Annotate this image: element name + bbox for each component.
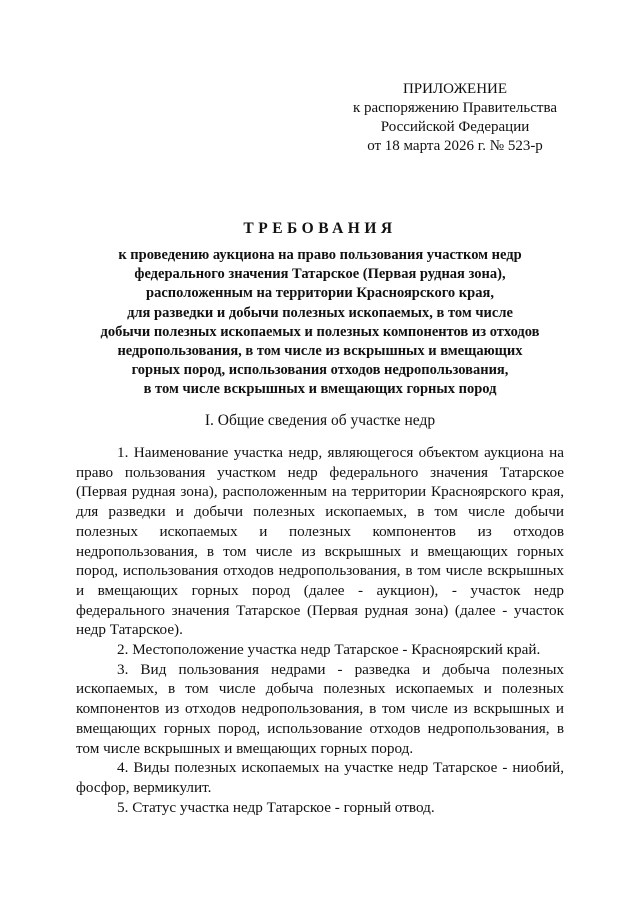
appendix-line: к распоряжению Правительства	[352, 100, 557, 116]
appendix-header	[330, 80, 580, 156]
paragraph-2: 2. Местоположение участка недр Татарское - Красноярский край.	[117, 641, 541, 659]
subject-line: горных пород, использования отходов недропользования,	[131, 362, 509, 379]
appendix-title: ПРИЛОЖЕНИЕ	[402, 81, 508, 97]
appendix-line: от 18 марта 2026 г. № 523-р	[367, 138, 543, 154]
paragraph-3: 3. Вид пользования недрами - разведка и добыча полезных ископаемых, в том числе добыча полезных ископаемых и полезных компонентов из отходов недропользования, в том числе из вскрышных и вмещающих горных пород, использование отходов недропользования, в том числе вскрышных и вмещающих горных пород.	[76, 660, 564, 757]
paragraph-5: 5. Статус участка недр Татарское - горный отвод.	[117, 798, 435, 816]
requirements-title: ТРЕБОВАНИЯ	[243, 220, 397, 237]
subject-line: расположенным на территории Красноярского края,	[146, 285, 494, 302]
subject-line: к проведению аукциона на право пользования участком недр	[118, 247, 522, 263]
section-heading: I. Общие сведения об участке недр	[204, 412, 436, 429]
subject-line: для разведки и добычи полезных ископаемых, в том числе	[127, 304, 513, 321]
paragraph-4: 4. Виды полезных ископаемых на участке недр Татарское - ниобий, фосфор, вермикулит.	[76, 759, 564, 796]
paragraph-1: 1. Наименование участка недр, являющегося объектом аукциона на право пользования участком недр федерального значения Татарское (Первая рудная зона), расположенным на территории Красноярского края, для разведки и добычи полезных ископаемых, в том числе добычи полезных ископаемых и полезных компонентов из отходов недропользования, в том числе из вскрышных и вмещающих горных пород, использования отходов недропользования, в том числе вскрышных и вмещающих горных пород (далее - аукцион), - участок недр федерального значения Татарское (Первая рудная зона) (далее - участок недр Татарское).	[76, 444, 564, 639]
subject-line: федерального значения Татарское (Первая рудная зона),	[134, 266, 506, 283]
subject-line: недропользования, в том числе из вскрышных и вмещающих	[117, 343, 523, 360]
document-subject	[80, 246, 560, 400]
section-body	[76, 443, 564, 817]
subject-line: в том числе вскрышных и вмещающих горных пород	[143, 381, 497, 398]
subject-line: добычи полезных ископаемых и полезных компонентов из отходов	[100, 323, 540, 340]
appendix-line: Российской Федерации	[380, 119, 530, 135]
